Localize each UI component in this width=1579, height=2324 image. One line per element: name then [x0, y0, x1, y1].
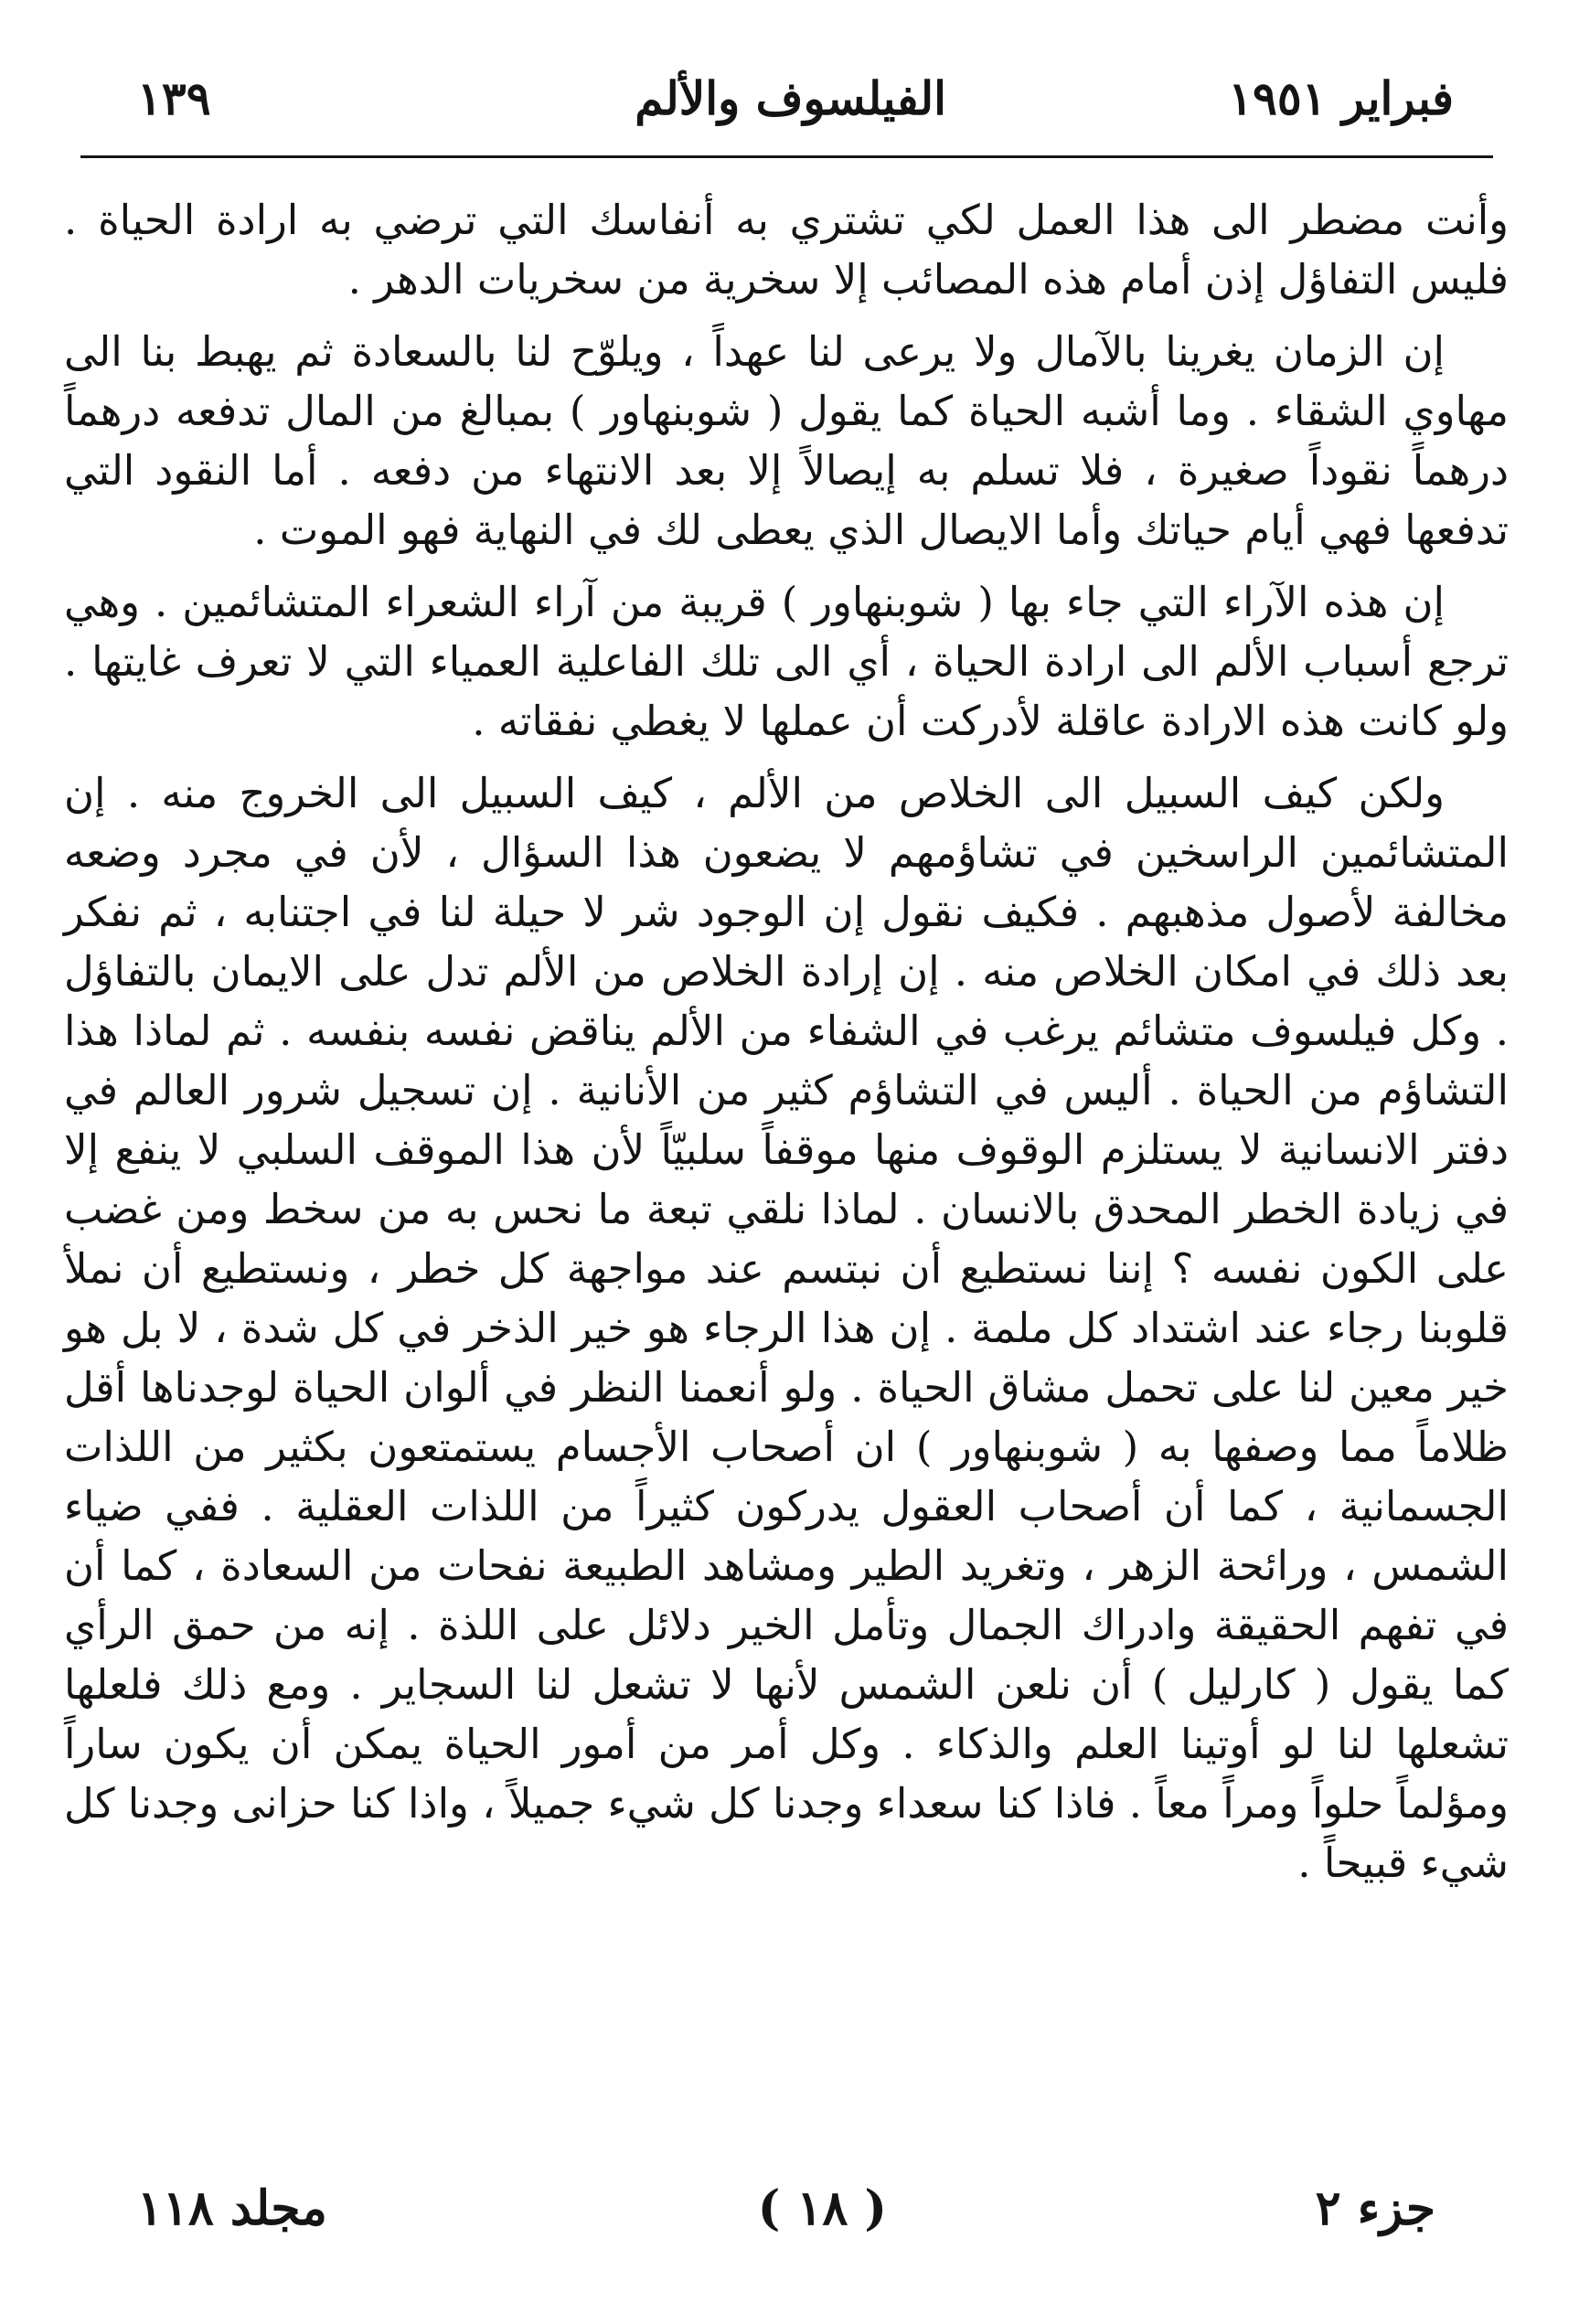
header-date: فبراير ١٩٥١ — [1228, 71, 1454, 125]
paragraph-4: ولكن كيف السبيل الى الخلاص من الألم ، كيف السبيل الى الخروج منه . إن المتشائمين الراسخين في تشاؤمهم لا يضعون هذا السؤال ، لأن في مجرد وضعه مخالفة لأصول مذهبهم . فكيف نقول إن الوجود شر لا حيلة لنا في اجتنابه ، ثم نفكر بعد ذلك في امكان الخلاص منه . إن إرادة الخلاص من الألم تدل على الايمان بالتفاؤل . وكل فيلسوف متشائم يرغب في الشفاء من الألم يناقض نفسه بنفسه . ثم لماذا هذا التشاؤم من الحياة . أليس في التشاؤم كثير من الأنانية . إن تسجيل شرور العالم في دفتر الانسانية لا يستلزم الوقوف منها موقفاً سلبيّاً لأن هذا الموقف السلبي لا ينفع إلا في زيادة الخطر المحدق بالانسان . لماذا نلقي تبعة ما نحس به من سخط ومن غضب على الكون نفسه ؟ إننا نستطيع أن نبتسم عند مواجهة كل خطر ، ونستطيع أن نملأ قلوبنا رجاء عند اشتداد كل ملمة . إن هذا الرجاء هو خير الذخر في كل شدة ، لا بل هو خير معين لنا على تحمل مشاق الحياة . ولو أنعمنا النظر في ألوان الحياة لوجدناها أقل ظلاماً مما وصفها به ( شوبنهاور ) ان أصحاب الأجسام يستمتعون بكثير من اللذات الجسمانية ، كما أن أصحاب العقول يدركون كثيراً من اللذات العقلية . ففي ضياء الشمس ، ورائحة الزهر ، وتغريد الطير ومشاهد الطبيعة نفحات من السعادة ، كما أن في تفهم الحقيقة وادراك الجمال وتأمل الخير دلائل على اللذة . إنه من حمق الرأي كما يقول ( كارليل ) أن نلعن الشمس لأنها لا تشعل لنا السجاير . ومع ذلك فلعلها تشعلها لنا لو أوتينا العلم والذكاء . وكل أمر من أمور الحياة يمكن أن يكون ساراً ومؤلماً حلواً ومراً معاً . فاذا كنا سعداء وجدنا كل شيء جميلاً ، واذا كنا حزانى وجدنا كل شيء قبيحاً . — [64, 769, 1509, 1887]
footer-issue-number: ( ١٨ ) — [757, 2180, 887, 2236]
running-footer — [137, 2180, 1454, 2254]
footer-part: جزء ٢ — [1315, 2180, 1435, 2236]
paragraph-1: وأنت مضطر الى هذا العمل لكي تشتري به أنفاسك التي ترضي به ارادة الحياة . فليس التفاؤل إذن أمام هذه المصائب إلا سخرية من سخريات الدهر . — [64, 196, 1509, 304]
footer-volume: مجلد ١١٨ — [137, 2180, 327, 2236]
paragraph-2: إن الزمان يغرينا بالآمال ولا يرعى لنا عهداً ، ويلوّح لنا بالسعادة ثم يهبط بنا الى مهاوي الشقاء . وما أشبه الحياة كما يقول ( شوبنهاور ) بمبالغ من المال تدفعه درهماً درهماً نقوداً صغيرة ، فلا تسلم به إيصالاً إلا بعد الانتهاء من دفعه . أما النقود التي تدفعها فهي أيام حياتك وأما الايصال الذي يعطى لك في النهاية فهو الموت . — [64, 327, 1509, 554]
header-rule — [80, 155, 1493, 158]
article-body — [64, 190, 1509, 1905]
running-header — [137, 71, 1454, 144]
header-page-number: ١٣٩ — [137, 71, 211, 125]
header-title: الفيلسوف والألم — [635, 71, 946, 125]
paragraph-3: إن هذه الآراء التي جاء بها ( شوبنهاور ) قريبة من آراء الشعراء المتشائمين . وهي ترجع أسباب الألم الى ارادة الحياة ، أي الى تلك الفاعلية العمياء التي لا تعرف غايتها . ولو كانت هذه الارادة عاقلة لأدركت أن عملها لا يغطي نفقاته . — [64, 578, 1509, 745]
